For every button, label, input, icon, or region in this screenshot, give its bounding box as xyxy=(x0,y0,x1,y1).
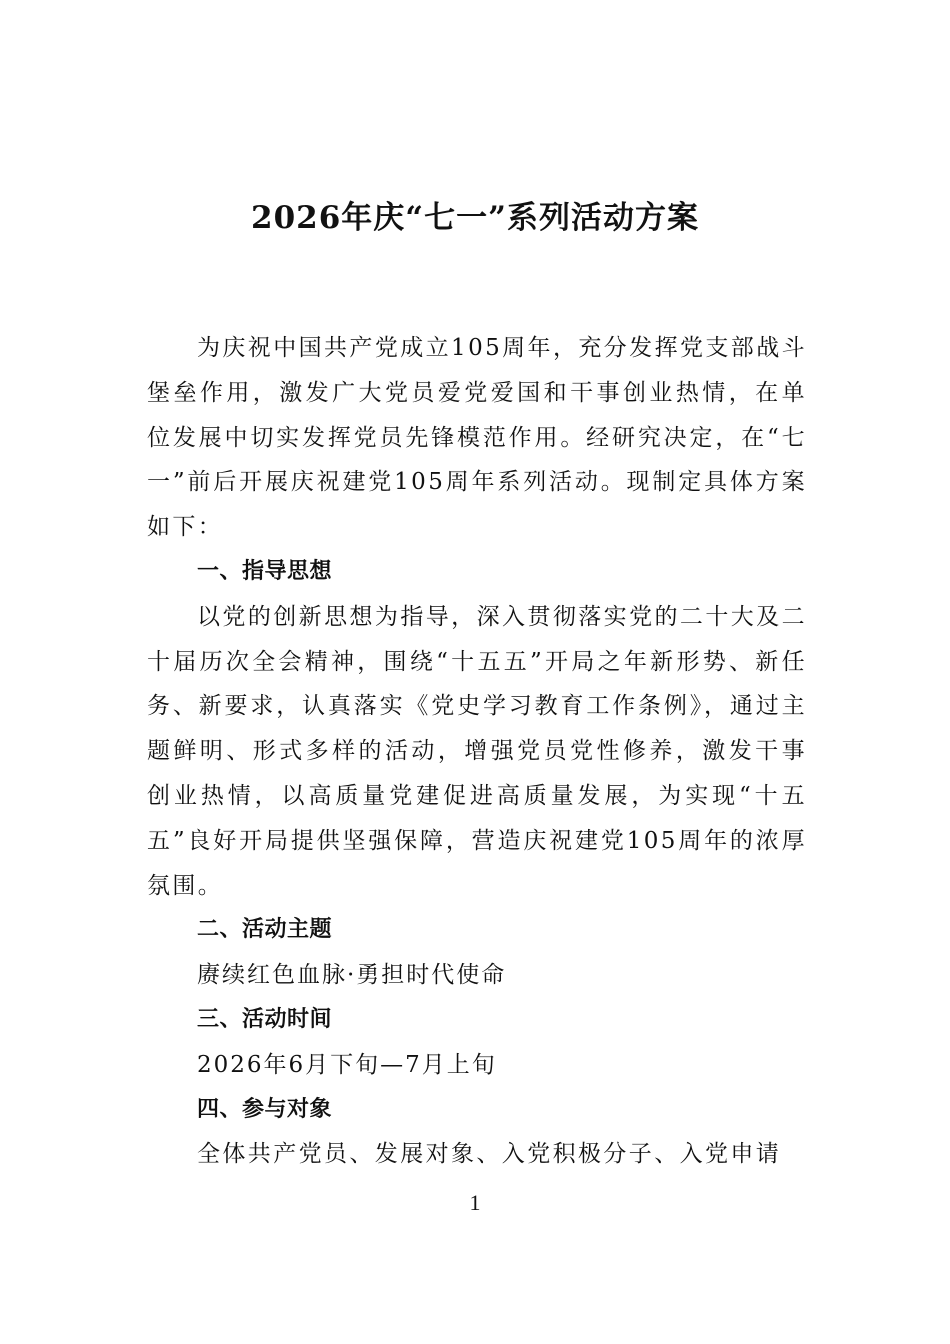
document-body xyxy=(147,326,807,1177)
section-text-participants: 全体共产党员、发展对象、入党积极分子、入党申请 xyxy=(197,1141,782,1168)
section-heading-guiding-ideology: 一、指导思想 xyxy=(197,558,333,584)
intro-paragraph: 为庆祝中国共产党成立105周年，充分发挥党支部战斗堡垒作用，激发广大党员爱党爱国和干事创业热情，在单位发展中切实发挥党员先锋模范作用。经研究决定，在“七一”前后开展庆祝建党105周年系列活动。现制定具体方案如下： xyxy=(147,335,807,541)
section-heading-activity-theme: 二、活动主题 xyxy=(197,917,333,943)
section-heading-activity-time: 三、活动时间 xyxy=(197,1006,333,1032)
section-text-activity-time: 2026年6月下旬—7月上旬 xyxy=(197,1051,497,1078)
section-text-activity-theme: 赓续红色血脉·勇担时代使命 xyxy=(197,962,507,989)
document-title: 2026年庆“七一”系列活动方案 xyxy=(251,200,699,236)
page-number: 1 xyxy=(469,1190,481,1215)
section-text-guiding-ideology: 以党的创新思想为指导，深入贯彻落实党的二十大及二十届历次全会精神，围绕“十五五”开局之年新形势、新任务、新要求，认真落实《党史学习教育工作条例》，通过主题鲜明、形式多样的活动，增强党员党性修养，激发干事创业热情，以高质量党建促进高质量发展，为实现“十五五”良好开局提供坚强保障，营造庆祝建党105周年的浓厚氛围。 xyxy=(147,603,807,899)
section-heading-participants: 四、参与对象 xyxy=(197,1096,333,1122)
